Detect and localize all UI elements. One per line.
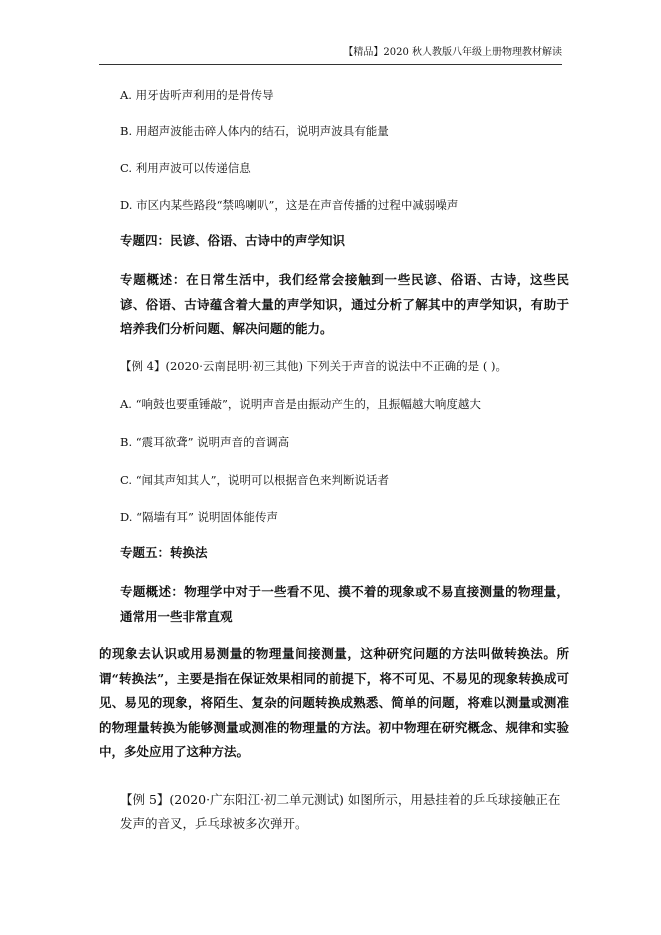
example4-option-c: C. “闻其声知其人”，说明可以根据音色来判断说话者 xyxy=(120,473,389,487)
topic4-overview: 专题概述：在日常生活中，我们经常会接触到一些民谚、俗语、古诗，这些民谚、俗语、古诗蕴含着大量的声学知识，通过分析了解其中的声学知识，有助于培养我们分析问题、解决问题的能力。 xyxy=(120,272,569,336)
example4-option-a: A. “响鼓也要重锤敲”，说明声音是由振动产生的，且振幅越大响度越大 xyxy=(120,397,481,411)
example5-question: 【例 5】(2020·广东阳江·初二单元测试) 如图所示，用悬挂着的乒乓球接触正在发声的音叉，乒乓球被多次弹开。 xyxy=(120,792,561,831)
page-header xyxy=(99,47,562,65)
example4-option-d: D. “隔墙有耳” 说明固体能传声 xyxy=(120,510,279,524)
topic5-overview-part1: 专题概述：物理学中对于一些看不见、摸不着的现象或不易直接测量的物理量，通常用一些非常直观 xyxy=(120,584,569,624)
header-text: 【精品】2020 秋人教版八年级上册物理教材解读 xyxy=(343,47,562,58)
option-c: C. 利用声波可以传递信息 xyxy=(120,161,251,175)
topic5-overview-part2: 的现象去认识或用易测量的物理量间接测量，这种研究问题的方法叫做转换法。所谓“转换法”，主要是指在保证效果相同的前提下，将不可见、不易见的现象转换成可见、易见的现象，将陌生、复杂的问题转换成熟悉、简单的问题，将难以测量或测准的物理量转换为能够测量或测准的物理量的方法。初中物理在研究概念、规律和实验中，多处应用了这种方法。 xyxy=(99,646,569,759)
example4-option-b: B. “震耳欲聋” 说明声音的音调高 xyxy=(120,435,290,449)
example4-question: 【例 4】(2020·云南昆明·初三其他) 下列关于声音的说法中不正确的是 ( )。 xyxy=(120,359,507,373)
option-d: D. 市区内某些路段“禁鸣喇叭”，这是在声音传播的过程中减弱噪声 xyxy=(120,198,459,212)
topic4-title: 专题四：民谚、俗语、古诗中的声学知识 xyxy=(120,233,346,248)
topic5-title: 专题五：转换法 xyxy=(120,545,208,560)
option-a: A. 用牙齿听声利用的是骨传导 xyxy=(120,88,274,102)
option-b: B. 用超声波能击碎人体内的结石，说明声波具有能量 xyxy=(120,124,389,138)
